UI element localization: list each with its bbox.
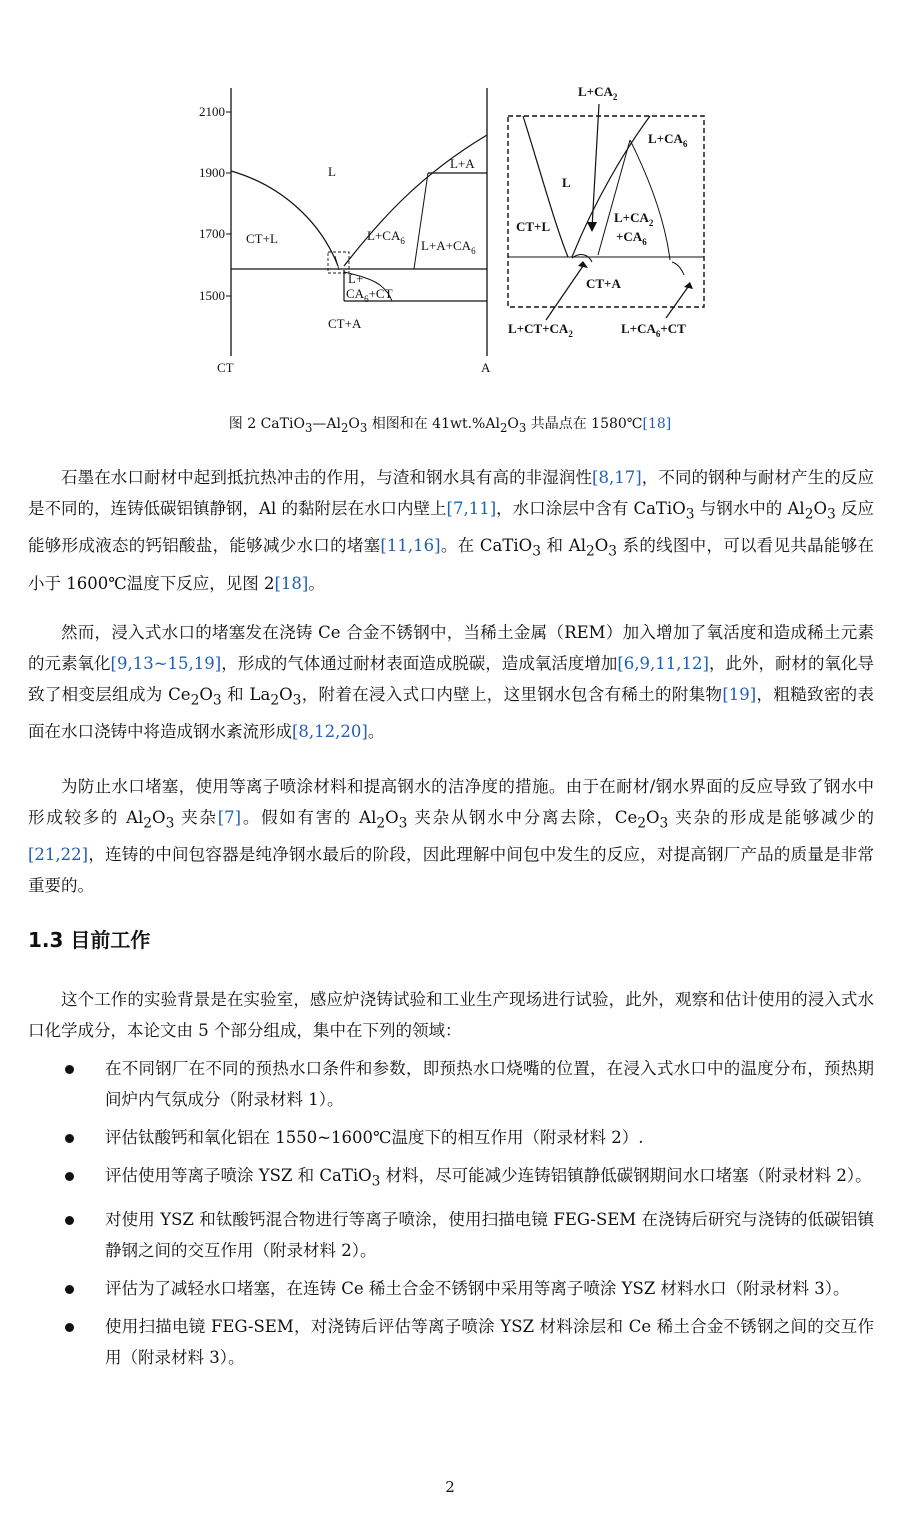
bullet-icon	[65, 1172, 74, 1181]
page-number: 2	[445, 1478, 455, 1496]
y-tick-label: 1900	[199, 165, 225, 180]
region-label: $L+A+CA_6$	[421, 238, 476, 256]
phase-label: $L+CT+CA_2$	[508, 321, 573, 339]
paragraph-nozzle-clogging: 然而，浸入式水口的堵塞发在浇铸 Ce 合金不锈钢中，当稀土金属（REM）加入增加了氧活度和造成稀土元素的元素氧化[9,13~15,19]，形成的气体通过耐材表面造成脱碳，造成氧活度增加[6,9,11,12]，此外，耐材的氧化导致了相变层组成为 $Ce_2O_3$ 和 $La_2O_3$，附着在浸入式口内壁上，这里钢水包含有稀土的附集物[19]，粗糙致密的表面在水口浇铸中将造成钢水紊流形成[8,12,20]。	[28, 623, 875, 742]
citation-link[interactable]: [7,11]	[446, 499, 497, 518]
paragraph-graphite: 石墨在水口耐材中起到抵抗热冲击的作用，与渣和钢水具有高的非湿润性[8,17]，不同的钢种与耐材产生的反应是不同的，连铸低碳铝镇静钢，Al 的黏附层在水口内壁上[7,11]，水口涂层中含有 CaTiO$_3$ 与钢水中的 $Al_2O_3$ 反应能够形成液态的钙铝酸盐，能够减少水口的堵塞[11,16]。在 CaTiO$_3$ 和 $Al_2O_3$ 系的线图中，可以看见共晶能够在小于 1600℃温度下反应，见图 2[18]。	[28, 468, 875, 593]
citation-link[interactable]: [8,17]	[592, 468, 642, 487]
region-label: L	[328, 164, 336, 179]
left-diagram-labels	[199, 104, 491, 375]
phase-label: $L+CA_2$	[578, 84, 618, 102]
region-label: CT+A	[328, 316, 362, 331]
bullet-icon	[65, 1216, 74, 1225]
list-item: 在不同钢厂在不同的预热水口条件和参数，即预热水口烧嘴的位置，在浸入式水口中的温度分布，预热期间炉内气氛成分（附录材料 1）。	[28, 1053, 874, 1115]
phase-label: $+CA_6$	[616, 229, 647, 247]
bullet-icon	[65, 1134, 74, 1143]
y-tick-label: 1700	[199, 226, 225, 241]
region-label: L+A	[450, 156, 475, 171]
region-label: L+	[348, 271, 364, 286]
citation-link[interactable]: [21,22]	[28, 845, 89, 865]
phase-label: L	[562, 175, 571, 190]
phase-label: $L+CA_2$	[614, 210, 654, 228]
citation-link[interactable]: [8,12,20]	[292, 722, 368, 742]
citation-link[interactable]: [11,16]	[380, 536, 441, 556]
x-label-right: A	[481, 360, 491, 375]
focus-areas-list	[28, 1053, 874, 1380]
paragraph-current-work: 这个工作的实验背景是在实验室，感应炉浇铸试验和工业生产现场进行试验，此外，观察和估计使用的浸入式水口化学成分，本论文由 5 个部分组成，集中在下列的领域：	[28, 990, 874, 1040]
list-item: 使用扫描电镜 FEG-SEM，对浇铸后评估等离子喷涂 YSZ 材料涂层和 Ce 稀土合金不锈钢之间的交互作用（附录材料 3）。	[28, 1311, 874, 1373]
list-item: 对使用 YSZ 和钛酸钙混合物进行等离子喷涂，使用扫描电镜 FEG-SEM 在浇铸后研究与浇铸的低碳铝镇静钢之间的交互作用（附录材料 2）。	[28, 1204, 874, 1266]
figure-caption: 图 2 $CaTiO_3—Al_2O_3$ 相图和在 $41wt.\%Al_2O_3$ 共晶点在 1580℃[18]	[228, 416, 672, 435]
bullet-icon	[65, 1065, 74, 1074]
x-label-left: CT	[217, 360, 234, 375]
list-item: 评估使用等离子喷涂 YSZ 和 CaTiO$_3$ 材料，尽可能减少连铸铝镇静低碳钢期间水口堵塞（附录材料 2）。	[28, 1160, 874, 1197]
citation-link[interactable]: [6,9,11,12]	[617, 654, 709, 673]
phase-label: CT+A	[586, 276, 621, 291]
list-item: 评估钛酸钙和氧化铝在 1550~1600℃温度下的相互作用（附录材料 2）.	[28, 1122, 874, 1153]
region-label: $CA_6+CT$	[346, 286, 393, 304]
citation-link[interactable]: [7]	[217, 808, 242, 827]
y-tick-label: 2100	[199, 104, 225, 119]
paragraph-prevention: 为防止水口堵塞，使用等离子喷涂材料和提高钢水的洁净度的措施。由于在耐材/钢水界面的反应导致了钢水中形成较多的 $Al_2O_3$ 夹杂[7]。假如有害的 $Al_2O_3$ 夹杂从钢水中分离去除，$Ce_2O_3$ 夹杂的形成是能够减少的[21,22]，连铸的中间包容器是纯净钢水最后的阶段，因此理解中间包中发生的反应，对提高钢厂产品的质量是非常重要的。	[28, 777, 874, 896]
phase-label: CT+L	[516, 219, 551, 234]
region-label: CT+L	[246, 231, 278, 246]
section-heading: 1.3 目前工作	[28, 928, 151, 952]
citation-link[interactable]: [19]	[722, 685, 757, 704]
phase-label: $L+CA_6+CT$	[621, 321, 686, 339]
citation-link[interactable]: [18]	[274, 573, 309, 593]
bullet-icon	[65, 1323, 74, 1332]
citation-link[interactable]: [18]	[642, 416, 672, 432]
bullet-icon	[65, 1285, 74, 1294]
citation-link[interactable]: [9,13~15,19]	[110, 654, 222, 673]
y-tick-label: 1500	[199, 288, 225, 303]
phase-diagram-figure	[0, 0, 900, 400]
list-item: 评估为了减轻水口堵塞，在连铸 Ce 稀土合金不锈钢中采用等离子喷涂 YSZ 材料水口（附录材料 3）。	[28, 1273, 874, 1304]
region-label: $L+CA_6$	[367, 228, 405, 246]
phase-label: $L+CA_6$	[648, 131, 688, 149]
